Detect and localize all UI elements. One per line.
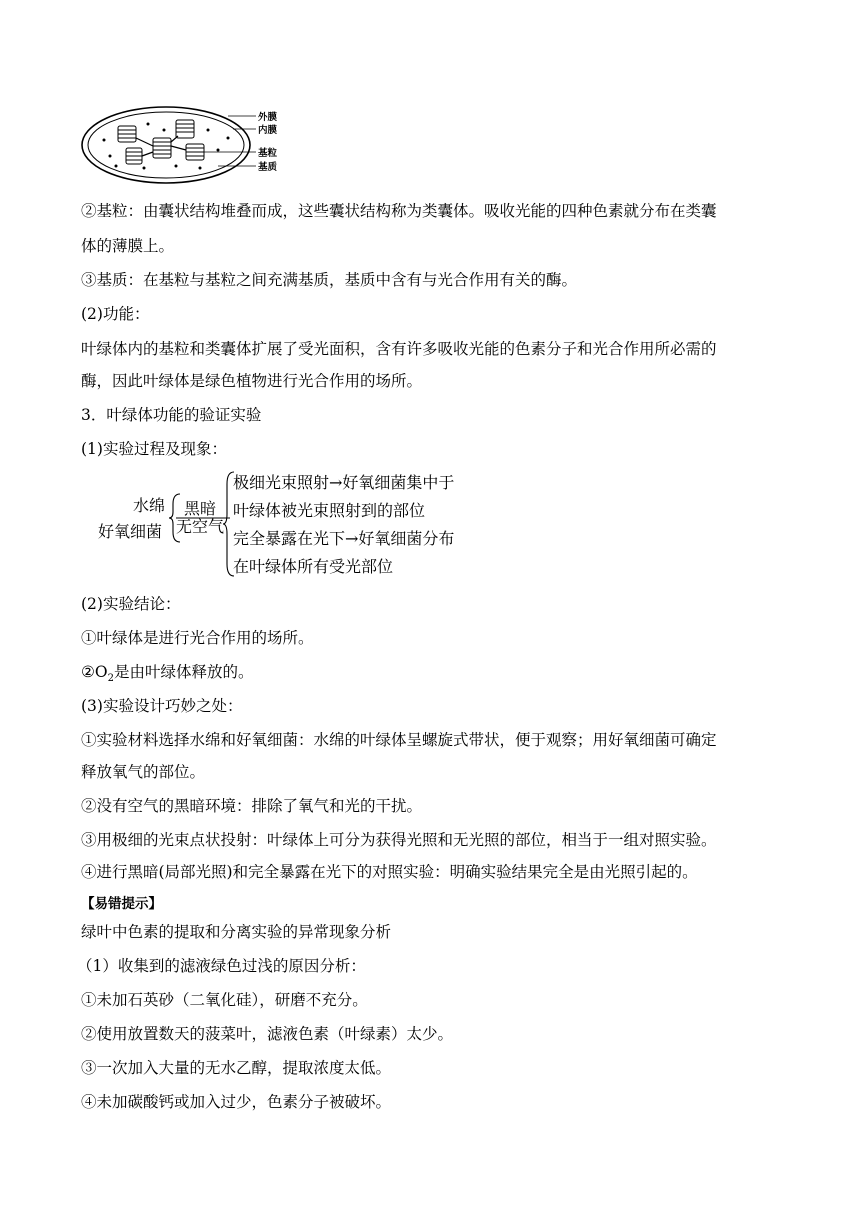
chloroplast-diagram xyxy=(78,100,298,186)
text-line-3: ③基质：在基粒与基粒之间充满基质，基质中含有与光合作用有关的酶。 xyxy=(81,271,578,289)
flow-result-4: 在叶绿体所有受光部位 xyxy=(233,557,394,576)
flow-result-1: 极细光束照射→好氧细菌集中于 xyxy=(233,473,455,492)
text-line-12: (3)实验设计巧妙之处： xyxy=(81,697,243,715)
text-line-8: (1)实验过程及现象： xyxy=(81,440,227,458)
text-line-14: 释放氧气的部位。 xyxy=(81,763,206,781)
text-line-13: ①实验材料选择水绵和好氧细菌：水绵的叶绿体呈螺旋式带状，便于观察；用好氧细菌可确定 xyxy=(81,731,717,749)
o2-prefix: ②O xyxy=(81,663,108,681)
tip-heading: 【易错提示】 xyxy=(81,896,162,912)
label-outer-membrane: 外膜 xyxy=(258,112,278,123)
text-line-11 xyxy=(81,662,254,685)
text-line-15: ②没有空气的黑暗环境：排除了氧气和光的干扰。 xyxy=(81,797,423,815)
text-line-23: ③一次加入大量的无水乙醇，提取浓度太低。 xyxy=(81,1059,392,1077)
text-line-1: ②基粒：由囊状结构堆叠而成，这些囊状结构称为类囊体。吸收光能的四种色素就分布在类囊 xyxy=(81,202,717,220)
text-line-2: 体的薄膜上。 xyxy=(81,237,175,255)
label-inner-membrane: 内膜 xyxy=(258,125,278,136)
o2-subscript: 2 xyxy=(107,673,114,685)
text-line-16: ③用极细的光束点状投射：叶绿体上可分为获得光照和无光照的部位，相当于一组对照实验。 xyxy=(81,831,717,849)
flow-result-3: 完全暴露在光下→好氧细菌分布 xyxy=(233,529,455,548)
flow-left-bottom: 好氧细菌 xyxy=(98,522,163,541)
o2-suffix: 是由叶绿体释放的。 xyxy=(113,663,254,681)
text-line-10: ①叶绿体是进行光合作用的场所。 xyxy=(81,629,314,647)
flow-condition-bottom: 无空气 xyxy=(176,517,225,536)
text-line-6: 酶，因此叶绿体是绿色植物进行光合作用的场所。 xyxy=(81,372,423,390)
label-stroma: 基质 xyxy=(258,162,278,173)
flow-result-2: 叶绿体被光束照射到的部位 xyxy=(233,501,426,520)
text-line-5: 叶绿体内的基粒和类囊体扩展了受光面积，含有许多吸收光能的色素分子和光合作用所必需的 xyxy=(81,340,717,358)
text-line-7: 3．叶绿体功能的验证实验 xyxy=(81,406,262,424)
text-line-21: ①未加石英砂（二氧化硅），研磨不充分。 xyxy=(81,991,368,1009)
text-line-9: (2)实验结论： xyxy=(81,595,181,613)
text-line-4: (2)功能： xyxy=(81,305,150,323)
text-line-17: ④进行黑暗(局部光照)和完全暴露在光下的对照实验：明确实验结果完全是由光照引起的。 xyxy=(81,863,698,881)
text-line-22: ②使用放置数天的菠菜叶，滤液色素（叶绿素）太少。 xyxy=(81,1025,454,1043)
flow-condition-top: 黑暗 xyxy=(184,499,217,518)
text-line-19: 绿叶中色素的提取和分离实验的异常现象分析 xyxy=(81,923,392,941)
flow-left-top: 水绵 xyxy=(133,496,166,515)
text-line-20: （1）收集到的滤液绿色过浅的原因分析： xyxy=(77,957,366,975)
text-line-24: ④未加碳酸钙或加入过少，色素分子被破坏。 xyxy=(81,1093,392,1111)
label-grana: 基粒 xyxy=(258,148,278,159)
